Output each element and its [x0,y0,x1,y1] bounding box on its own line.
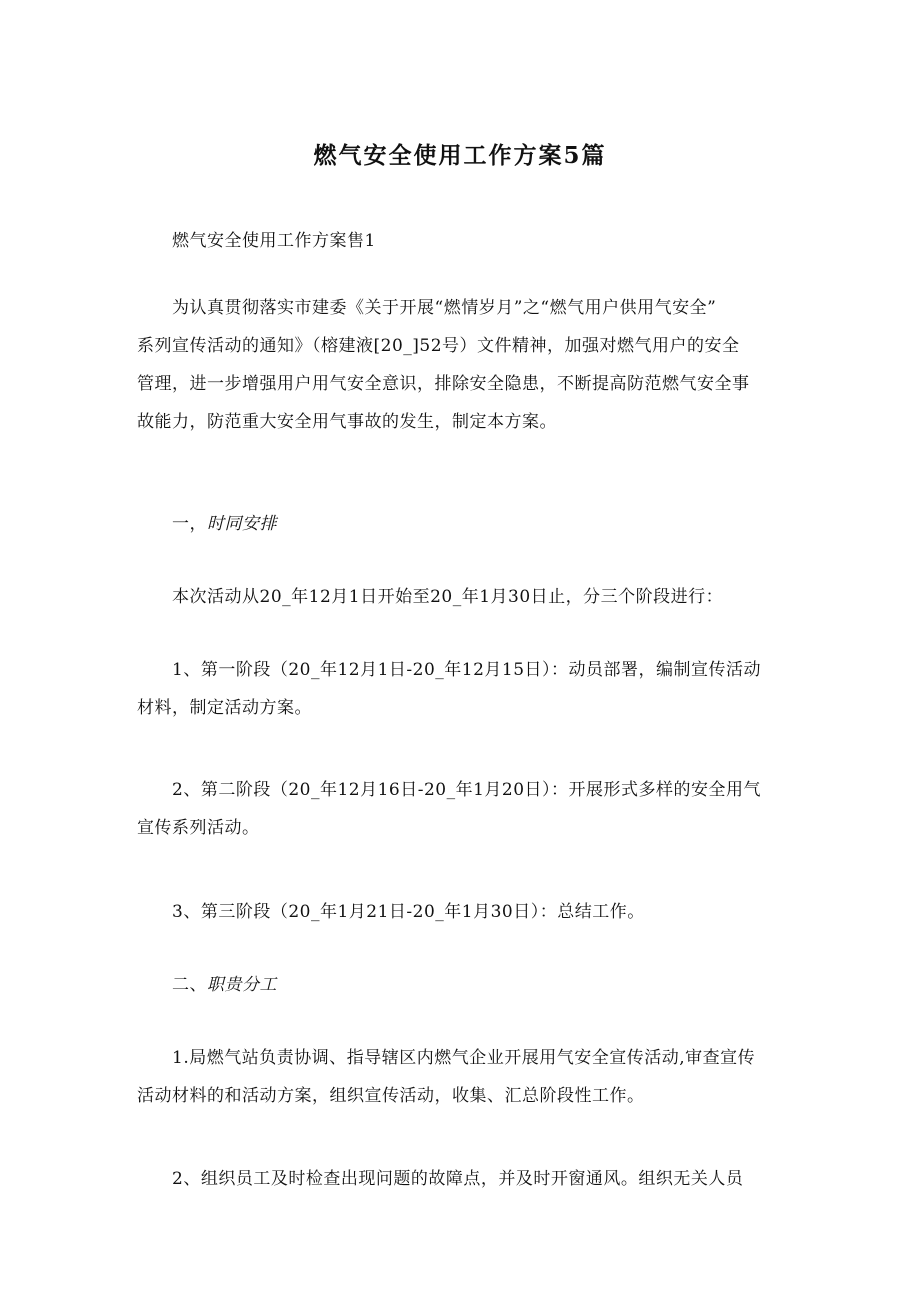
phase-2-line-2: 宣传系列活动。 [137,818,260,838]
phase-2-line-1: 2、第二阶段（20_年12月16日-20_年1月20日）：开展形式多样的安全用气 [172,780,762,800]
intro-line-1: 为认真贯彻落实市建委《关于开展“燃情岁月”之“燃气用户供用气安全” [172,298,717,318]
phase-1-paragraph [137,651,792,727]
phase-3-line-1: 3、第三阶段（20_年1月21日-20_年1月30日）：总结工作。 [172,902,645,922]
duty-1-line-2: 活动材料的和活动方案，组织宣传活动，收集、汇总阶段性工作。 [137,1086,645,1106]
phase-1-line-2: 材料，制定活动方案。 [137,698,312,718]
intro-paragraph [137,289,792,441]
document-subtitle: 燃气安全使用工作方案售1 [172,231,376,251]
intro-line-2: 系列宣传活动的通知》（榕建液[20_]52号）文件精神，加强对燃气用户的安全 [137,336,740,356]
phase-3-paragraph [137,893,792,931]
section-heading-2 [172,966,277,1004]
section-heading-2-label: 职贵分工 [207,975,277,995]
section-heading-2-prefix: 二、 [172,975,207,995]
section-heading-1-prefix: 一， [172,514,207,534]
section-heading-1 [172,505,277,543]
duty-2-paragraph [137,1160,792,1198]
document-title: 燃气安全使用工作方案5篇 [313,142,607,169]
intro-line-3: 管理，进一步增强用户用气安全意识，排除安全隐患，不断提高防范燃气安全事 [137,374,750,394]
duty-1-line-1: 1.局燃气站负责协调、指导辖区内燃气企业开展用气安全宣传活动,审查宣传 [172,1048,756,1068]
phase-1-line-1: 1、第一阶段（20_年12月1日-20_年12月15日）：动员部署，编制宣传活动 [172,660,762,680]
phase-2-paragraph [137,771,792,847]
schedule-intro: 本次活动从20_年12月1日开始至20_年1月30日止，分三个阶段进行： [172,587,724,607]
duty-2-line-1: 2、组织员工及时检查出现问题的故障点，并及时开窗通风。组织无关人员 [172,1169,744,1189]
section-heading-1-label: 时同安排 [207,514,277,534]
duty-1-paragraph [137,1039,792,1115]
intro-line-4: 故能力，防范重大安全用气事故的发生，制定本方案。 [137,412,557,432]
